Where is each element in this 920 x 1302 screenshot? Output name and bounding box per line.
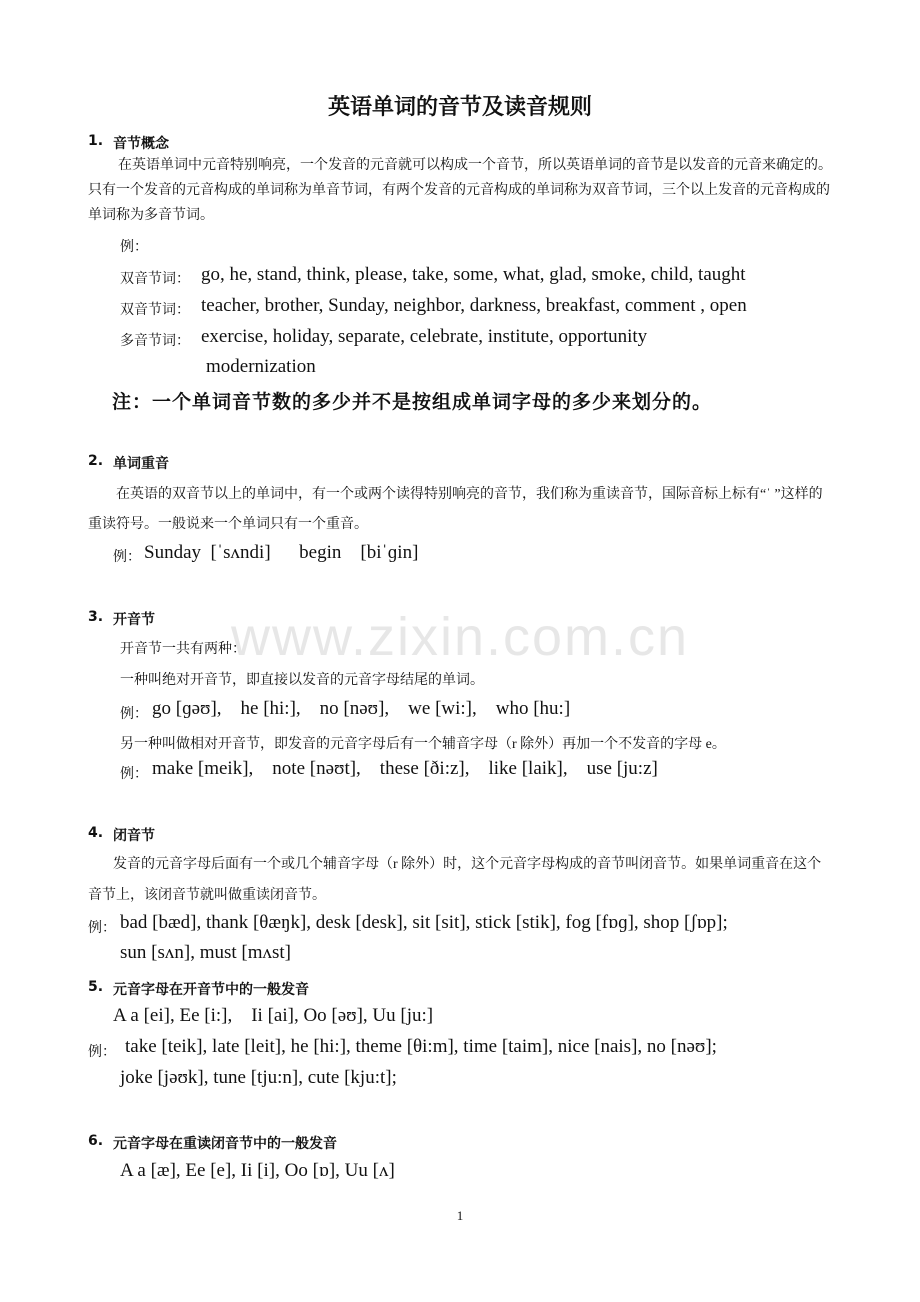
text-line: 另一种叫做相对开音节，即发音的元音字母后有一个辅音字母（r 除外）再加一个不发音的字母 e。 (120, 737, 726, 752)
word-list: exercise, holiday, separate, celebrate, institute, opportunity (201, 326, 648, 347)
section-5-heading: 元音字母在开音节中的一般发音 (113, 982, 309, 998)
note: 注：一个单词音节数的多少并不是按组成单词字母的多少来划分的。 (112, 392, 713, 413)
example-words: make [meik], note [nəʊt], these [ði:z], like [laik], use [ju:z] (152, 758, 658, 779)
section-4-heading: 闭音节 (113, 828, 155, 844)
vowel-sounds: A a [æ], Ee [e], Ii [i], Oo [ɒ], Uu [ʌ] (120, 1160, 395, 1181)
example-words: joke [jəʊk], tune [tju:n], cute [kju:t]; (120, 1067, 397, 1088)
section-5-number: 5. (88, 979, 104, 995)
row-label: 多音节词： (120, 334, 190, 349)
page-title: 英语单词的音节及读音规则 (327, 94, 592, 119)
page-number: 1 (456, 1208, 464, 1223)
word-list: teacher, brother, Sunday, neighbor, darkness, breakfast, comment , open (201, 295, 747, 316)
section-3-number: 3. (88, 609, 104, 625)
vowel-sounds: A a [ei], Ee [i:], Ii [ai], Oo [əʊ], Uu [ju:] (113, 1005, 434, 1026)
example-words: take [teik], late [leit], he [hi:], theme [θi:m], time [taim], nice [nais], no [nəʊ]; (125, 1036, 717, 1057)
example-words: go [ɡəʊ], he [hi:], no [nəʊ], we [wi:], who [hu:] (152, 698, 571, 719)
text-line: 一种叫绝对开音节，即直接以发音的元音字母结尾的单词。 (120, 673, 484, 688)
example-words: Sunday [ˈsʌndi] begin [biˈɡin] (144, 542, 419, 563)
example-words: sun [sʌn], must [mʌst] (120, 942, 291, 963)
row-label: 双音节词： (120, 303, 190, 318)
section-2-number: 2. (88, 453, 104, 469)
word-list-continued: modernization (206, 356, 316, 377)
section-4-paragraph: 发音的元音字母后面有一个或几个辅音字母（r 除外）时，这个元音字母构成的音节叫闭音节。如果单词重音在这个音节上，该闭音节就叫做重读闭音节。 (88, 857, 822, 903)
section-2-heading: 单词重音 (113, 456, 169, 472)
example-label: 例： (120, 240, 148, 255)
example-label: 例： (120, 767, 148, 782)
section-3-heading: 开音节 (113, 612, 155, 628)
text-line: 开音节一共有两种： (120, 642, 246, 657)
example-label: 例： (88, 921, 116, 936)
row-label: 双音节词： (120, 272, 190, 287)
section-6-heading: 元音字母在重读闭音节中的一般发音 (113, 1136, 337, 1152)
section-1-paragraph: 在英语单词中元音特别响亮，一个发音的元音就可以构成一个音节，所以英语单词的音节是以发音的元音来确定的。只有一个发音的元音构成的单词称为单音节词，有两个发音的元音构成的单词称为双音节词，三个以上发音的元音构成的单词称为多音节词。 (88, 158, 832, 223)
section-1-number: 1. (88, 133, 104, 149)
word-list: go, he, stand, think, please, take, some, what, glad, smoke, child, taught (201, 264, 746, 285)
example-label: 例： (113, 550, 141, 565)
example-label: 例： (120, 707, 148, 722)
section-4-number: 4. (88, 825, 104, 841)
example-label: 例： (88, 1045, 116, 1060)
section-2-paragraph: 在英语的双音节以上的单词中，有一个或两个读得特别响亮的音节，我们称为重读音节，国际音标上标有“ˈ ”这样的重读符号。一般说来一个单词只有一个重音。 (88, 487, 823, 532)
section-1-heading: 音节概念 (113, 136, 169, 152)
example-words: bad [bæd], thank [θæŋk], desk [desk], sit [sit], stick [stik], fog [fɒɡ], shop [ʃɒp]; (120, 912, 728, 933)
section-6-number: 6. (88, 1133, 104, 1149)
watermark: www.zixin.com.cn (230, 607, 690, 667)
